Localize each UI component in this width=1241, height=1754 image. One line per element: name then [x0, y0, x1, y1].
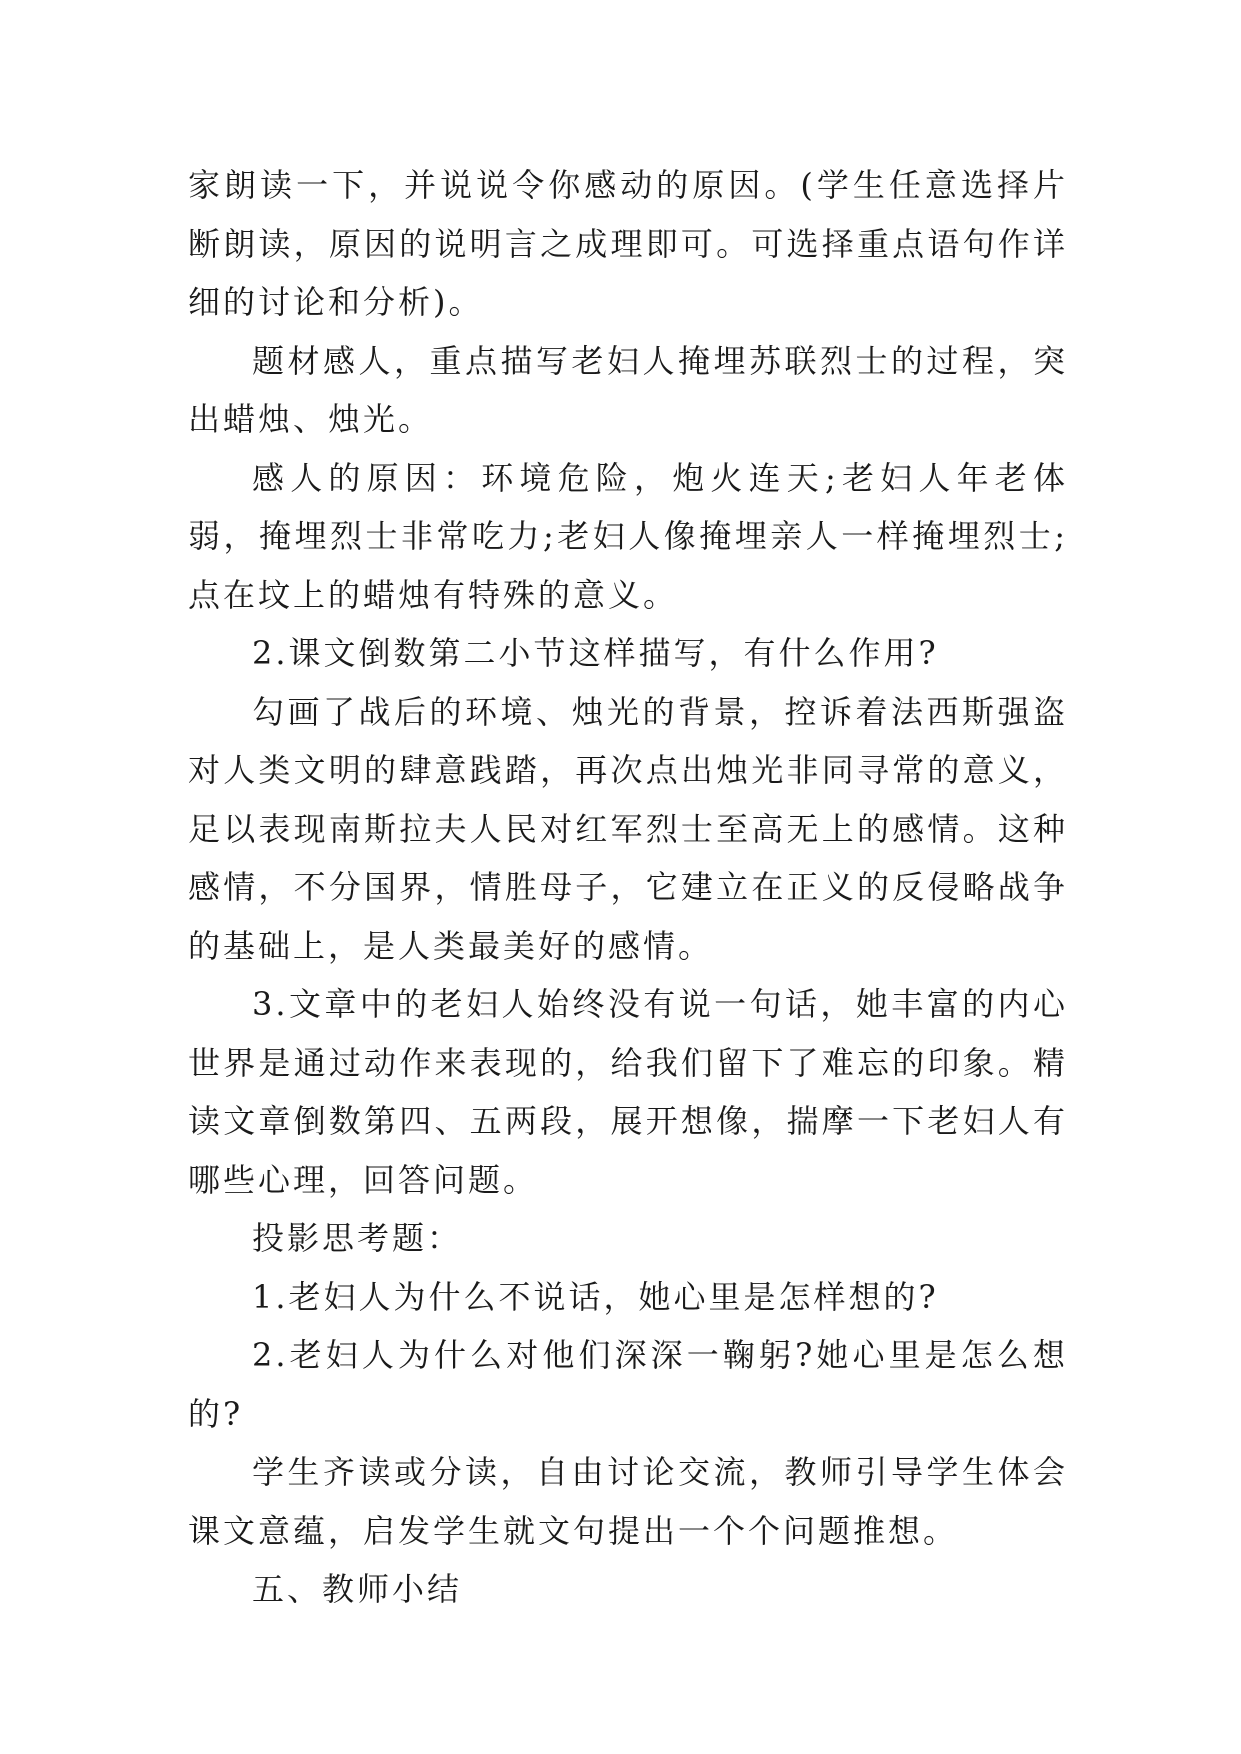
paragraph-moving-reasons: 感人的原因：环境危险，炮火连天;老妇人年老体弱，掩埋烈士非常吃力;老妇人像掩埋亲人一样掩埋烈士;点在坟上的蜡烛有特殊的意义。 — [188, 458, 1068, 614]
paragraph-student-discussion: 学生齐读或分读，自由讨论交流，教师引导学生体会课文意蕴，启发学生就文句提出一个个问题推想。 — [188, 1453, 1068, 1550]
projection-question-2: 2.老妇人为什么对他们深深一鞠躬?她心里是怎么想的? — [188, 1336, 1068, 1433]
question-2: 2.课文倒数第二小节这样描写，有什么作用? — [252, 634, 939, 672]
document-body — [188, 156, 1068, 1619]
paragraph-continued-reading-instructions: 家朗读一下，并说说令你感动的原因。(学生任意选择片断朗读，原因的说明言之成理即可。可选择重点语句作详细的讨论和分析)。 — [188, 166, 1068, 321]
section-heading-teacher-summary: 五、教师小结 — [252, 1570, 463, 1608]
projection-questions-heading: 投影思考题： — [252, 1219, 463, 1257]
paragraph-theme: 题材感人，重点描写老妇人掩埋苏联烈士的过程，突出蜡烛、烛光。 — [188, 341, 1068, 438]
answer-2: 勾画了战后的环境、烛光的背景，控诉着法西斯强盗对人类文明的肆意践踏，再次点出烛光非同寻常的意义，足以表现南斯拉夫人民对红军烈士至高无上的感情。这种感情，不分国界，情胜母子，它建立在正义的反侵略战争的基础上，是人类最美好的感情。 — [188, 692, 1068, 965]
question-3: 3.文章中的老妇人始终没有说一句话，她丰富的内心世界是通过动作来表现的，给我们留下了难忘的印象。精读文章倒数第四、五两段，展开想像，揣摩一下老妇人有哪些心理，回答问题。 — [188, 985, 1068, 1199]
projection-question-1: 1.老妇人为什么不说话，她心里是怎样想的? — [252, 1277, 939, 1316]
